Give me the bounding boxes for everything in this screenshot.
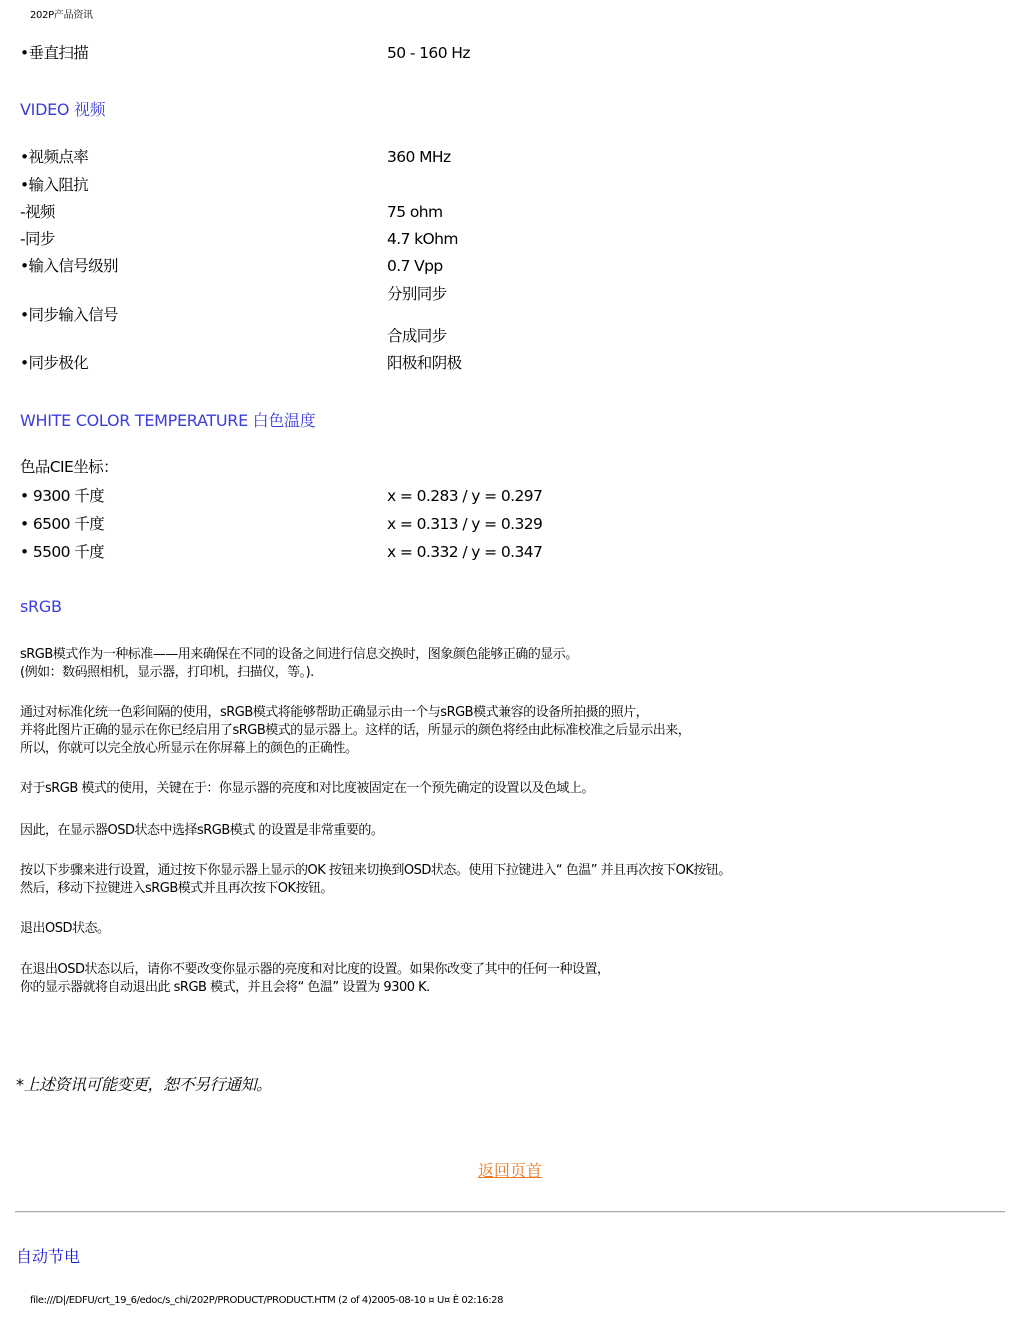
temp-5500-value: x = 0.332 / y = 0.347 (387, 543, 543, 561)
sync-polarity-value: 阳极和阴极 (387, 354, 462, 372)
temp-6500-label: • 6500 千度 (20, 515, 105, 533)
impedance-sync-label: -同步 (20, 230, 55, 248)
srgb-paragraph-importance: 因此，在显示器OSD状态中选择sRGB模式 的设置是非常重要的。 (20, 823, 384, 838)
section-divider (15, 1211, 1005, 1213)
page-footer-path: file:///D|/EDFU/crt_19_6/edoc/s_chi/202P/PRODUCT/PRODUCT.HTM (2 of 4)2005-08-10 ¤ U¤ È 02:16:28 (30, 1295, 504, 1306)
srgb-paragraph-intro: sRGB模式作为一种标准——用来确保在不同的设备之间进行信息交换时，图象颜色能够正确的显示。 (例如：数码照相机，显示器，打印机，扫描仪，等。). (20, 647, 578, 680)
vertical-scan-value: 50 - 160 Hz (387, 44, 470, 62)
cie-coordinates-intro: 色品CIE坐标： (20, 458, 118, 476)
input-signal-level-label: •输入信号级别 (20, 257, 118, 275)
srgb-paragraph-steps: 按以下步骤来进行设置，通过按下你显示器上显示的OK 按钮来切换到OSD状态。使用下拉键进入“ 色温” 并且再次按下OK按钮。 然后，移动下拉键进入sRGB模式并且再次按下OK按钮。 (20, 863, 731, 896)
impedance-video-value: 75 ohm (387, 203, 443, 221)
page-header-title: 202P产品资讯 (30, 10, 93, 21)
temp-6500-value: x = 0.313 / y = 0.329 (387, 515, 543, 533)
impedance-sync-value: 4.7 kOhm (387, 230, 458, 248)
srgb-paragraph-usage: 通过对标准化统一色彩间隔的使用，sRGB模式将能够帮助正确显示由一个与sRGB模式兼容的设备所拍摄的照片， 并将此图片正确的显示在你已经启用了sRGB模式的显示器上。这样的话，所显示的颜色将经由此标准校准之后显示出来， 所以，你就可以完全放心所显示在你屏幕上的颜色的正确性。 (20, 705, 691, 756)
sync-polarity-label: •同步极化 (20, 354, 89, 372)
sync-input-composite-value: 合成同步 (387, 327, 447, 345)
srgb-paragraph-key: 对于sRGB 模式的使用，关键在于：你显示器的亮度和对比度被固定在一个预先确定的设置以及色域上。 (20, 781, 594, 796)
sync-input-signal-label: •同步输入信号 (20, 306, 118, 324)
input-signal-level-value: 0.7 Vpp (387, 257, 443, 275)
video-section-heading: VIDEO 视频 (20, 100, 106, 119)
sync-input-separate-value: 分别同步 (387, 285, 447, 303)
impedance-video-label: -视频 (20, 203, 55, 221)
white-color-temperature-heading: WHITE COLOR TEMPERATURE 白色温度 (20, 411, 316, 430)
srgb-paragraph-exit: 退出OSD状态。 (20, 921, 110, 936)
back-to-top-link[interactable]: 返回页首 (477, 1161, 542, 1180)
srgb-section-heading: sRGB (20, 597, 62, 616)
temp-9300-label: • 9300 千度 (20, 487, 105, 505)
input-impedance-label: •输入阻抗 (20, 176, 89, 194)
video-dot-rate-label: •视频点率 (20, 148, 89, 166)
vertical-scan-label: •垂直扫描 (20, 44, 89, 62)
auto-power-saving-link[interactable]: 自动节电 (16, 1247, 81, 1266)
temp-5500-label: • 5500 千度 (20, 543, 105, 561)
video-dot-rate-value: 360 MHz (387, 148, 451, 166)
srgb-paragraph-warning: 在退出OSD状态以后，请你不要改变你显示器的亮度和对比度的设置。如果你改变了其中的任何一种设置， 你的显示器就将自动退出此 sRGB 模式，并且会将“ 色温” 设置为 9300 K. (20, 962, 610, 995)
temp-9300-value: x = 0.283 / y = 0.297 (387, 487, 543, 505)
change-notice: *上述资讯可能变更，恕不另行通知。 (16, 1075, 272, 1094)
